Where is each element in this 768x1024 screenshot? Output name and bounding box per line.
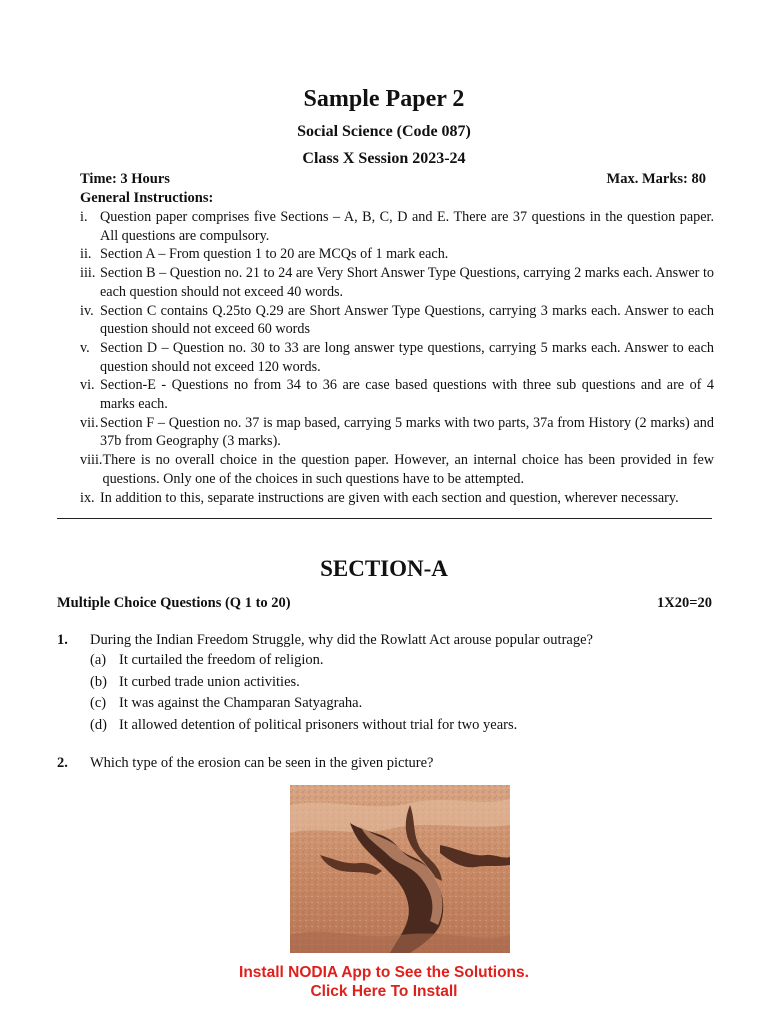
click-install-link[interactable]: Click Here To Install	[310, 983, 458, 1000]
option-label: (a)	[90, 652, 107, 668]
instruction-item	[80, 208, 714, 245]
instruction-item	[80, 264, 714, 301]
option-text: It curtailed the freedom of religion.	[119, 652, 324, 668]
instruction-number: v.	[80, 339, 90, 356]
instruction-text: Section F – Question no. 37 is map based, carrying 5 marks with two parts, 37a from History (2 marks) and 37b from Geography (3 marks).	[100, 414, 714, 450]
option-label: (d)	[90, 716, 107, 733]
instruction-item	[80, 339, 714, 376]
option-item	[90, 715, 517, 737]
instruction-number: i.	[80, 209, 88, 225]
section-subtitle: Multiple Choice Questions (Q 1 to 20)	[57, 595, 291, 611]
instruction-item	[80, 451, 714, 488]
option-label: (c)	[90, 695, 107, 711]
instruction-text: Section C contains Q.25to Q.29 are Short Answer Type Questions, carrying 3 marks each. Answer to each question should not exceed 60 words	[100, 302, 714, 338]
option-item	[90, 672, 517, 694]
install-app-promo[interactable]: Install NODIA App to See the Solutions.	[239, 964, 529, 981]
instruction-text: Section-E - Questions no from 34 to 36 are case based questions with three sub questions and are of 4 marks each.	[100, 377, 714, 413]
section-marks: 1X20=20	[657, 595, 712, 611]
instruction-number: viii.	[80, 452, 103, 469]
option-item	[90, 650, 517, 672]
option-text: It was against the Champaran Satyagraha.	[119, 695, 363, 711]
session-line: Class X Session 2023-24	[302, 150, 466, 167]
option-item	[90, 693, 517, 715]
instruction-item	[80, 376, 714, 413]
instruction-number: ix.	[80, 489, 95, 506]
instruction-number: ii.	[80, 246, 92, 263]
question-number: 1.	[57, 632, 68, 648]
time-label: Time: 3 Hours	[80, 171, 170, 187]
instruction-text: In addition to this, separate instructions are given with each section and question, wherever necessary.	[100, 489, 679, 506]
page-title: Sample Paper 2	[303, 86, 465, 112]
instruction-number: vi.	[80, 377, 95, 394]
max-marks-label: Max. Marks: 80	[606, 171, 706, 187]
section-a-title: SECTION-A	[320, 556, 448, 581]
instruction-item	[80, 302, 714, 339]
subject-line: Social Science (Code 087)	[297, 123, 471, 140]
instruction-number: vii.	[80, 414, 99, 431]
question-text: Which type of the erosion can be seen in the given picture?	[90, 755, 434, 771]
instruction-number: iii.	[80, 265, 96, 282]
options-list	[90, 650, 517, 736]
question-text: During the Indian Freedom Struggle, why did the Rowlatt Act arouse popular outrage?	[90, 632, 593, 648]
question-number: 2.	[57, 755, 68, 771]
instruction-item	[80, 245, 714, 264]
option-text: It curbed trade union activities.	[119, 673, 300, 690]
instruction-text: Section B – Question no. 21 to 24 are Very Short Answer Type Questions, carrying 2 marks each. Answer to each question should not exceed 40 words.	[100, 265, 714, 300]
instruction-item	[80, 414, 714, 451]
instruction-number: iv.	[80, 302, 94, 319]
instruction-text: Section A – From question 1 to 20 are MCQs of 1 mark each.	[100, 246, 449, 263]
instruction-text: Question paper comprises five Sections – A, B, C, D and E. There are 37 questions in the question paper. All questions are compulsory.	[100, 209, 714, 244]
instruction-text: Section D – Question no. 30 to 33 are long answer type questions, carrying 5 marks each. Answer to each question should not exceed 120 words.	[100, 339, 714, 375]
general-instructions-heading: General Instructions:	[80, 190, 214, 206]
option-text: It allowed detention of political prisoners without trial for two years.	[119, 716, 518, 733]
horizontal-divider	[57, 518, 712, 519]
option-label: (b)	[90, 673, 107, 690]
instruction-item	[80, 489, 714, 508]
gully-erosion-photo	[290, 785, 510, 953]
instruction-text: There is no overall choice in the question paper. However, an internal choice has been provided in few questions. Only one of the choices in such questions have to be attempted.	[102, 452, 714, 487]
instructions-list	[80, 208, 714, 507]
